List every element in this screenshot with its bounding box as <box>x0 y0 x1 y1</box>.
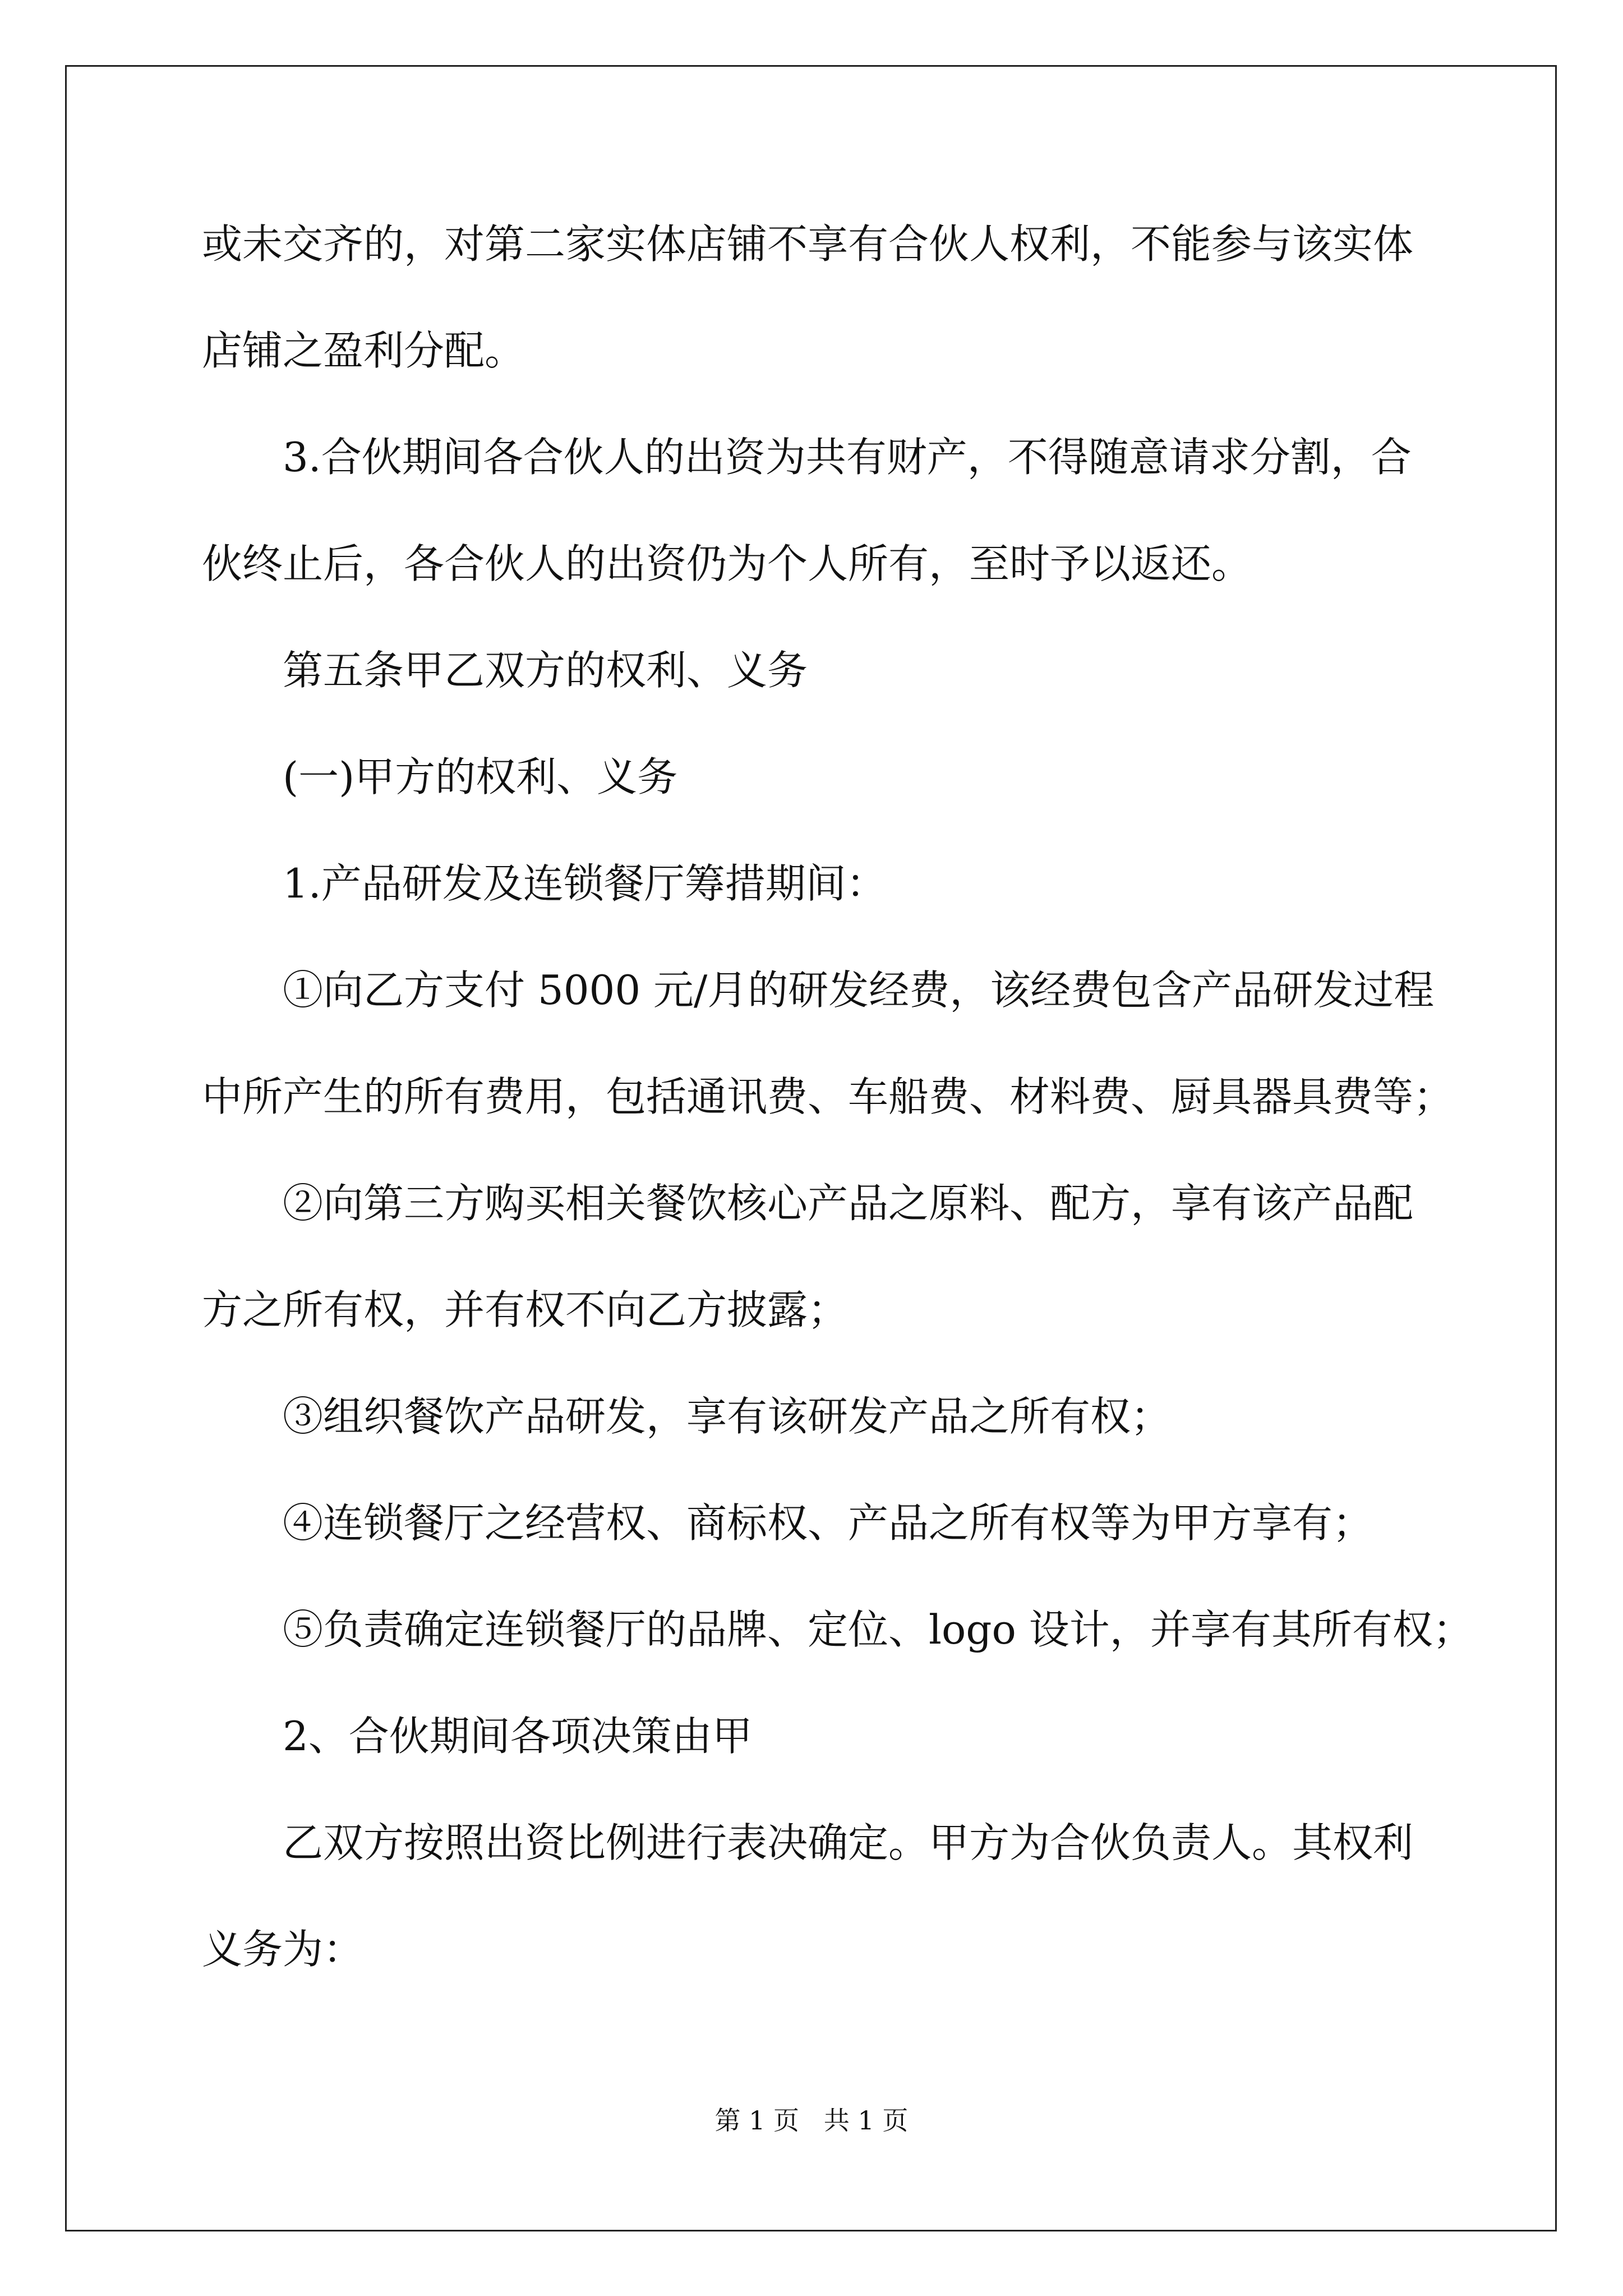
text-line: 店铺之盈利分配。 <box>202 327 525 374</box>
text-line: 方之所有权，并有权不向乙方披露； <box>202 1286 849 1333</box>
page-border <box>65 65 1557 2231</box>
text-line: ⑤负责确定连锁餐厅的品牌、定位、logo 设计，并享有其所有权； <box>283 1606 1473 1653</box>
text-line: 伙终止后，各合伙人的出资仍为个人所有，至时予以返还。 <box>202 540 1252 587</box>
text-line: 2、合伙期间各项决策由甲 <box>283 1713 753 1760</box>
subsection-heading: (一)甲方的权利、义务 <box>283 753 678 800</box>
text-line: ④连锁餐厅之经营权、商标权、产品之所有权等为甲方享有； <box>283 1499 1373 1547</box>
text-line: 义务为： <box>202 1926 364 1973</box>
text-line: 3.合伙期间各合伙人的出资为共有财产，不得随意请求分割，合 <box>283 434 1412 481</box>
section-heading: 第五条甲乙双方的权利、义务 <box>283 647 808 694</box>
text-line: ③组织餐饮产品研发，享有该研发产品之所有权； <box>283 1393 1172 1440</box>
text-line: 中所产生的所有费用，包括通讯费、车船费、材料费、厨具器具费等； <box>202 1073 1454 1120</box>
text-line: 乙双方按照出资比例进行表决确定。甲方为合伙负责人。其权利 <box>283 1819 1414 1866</box>
page-footer: 第 1 页 共 1 页 <box>714 2105 909 2136</box>
text-line: 或未交齐的，对第二家实体店铺不享有合伙人权利，不能参与该实体 <box>202 220 1414 268</box>
text-line: 1.产品研发及连锁餐厅筹措期间： <box>283 860 887 907</box>
text-line: ①向乙方支付 5000 元/月的研发经费，该经费包含产品研发过程 <box>283 967 1435 1014</box>
text-line: ②向第三方购买相关餐饮核心产品之原料、配方，享有该产品配 <box>283 1180 1414 1227</box>
